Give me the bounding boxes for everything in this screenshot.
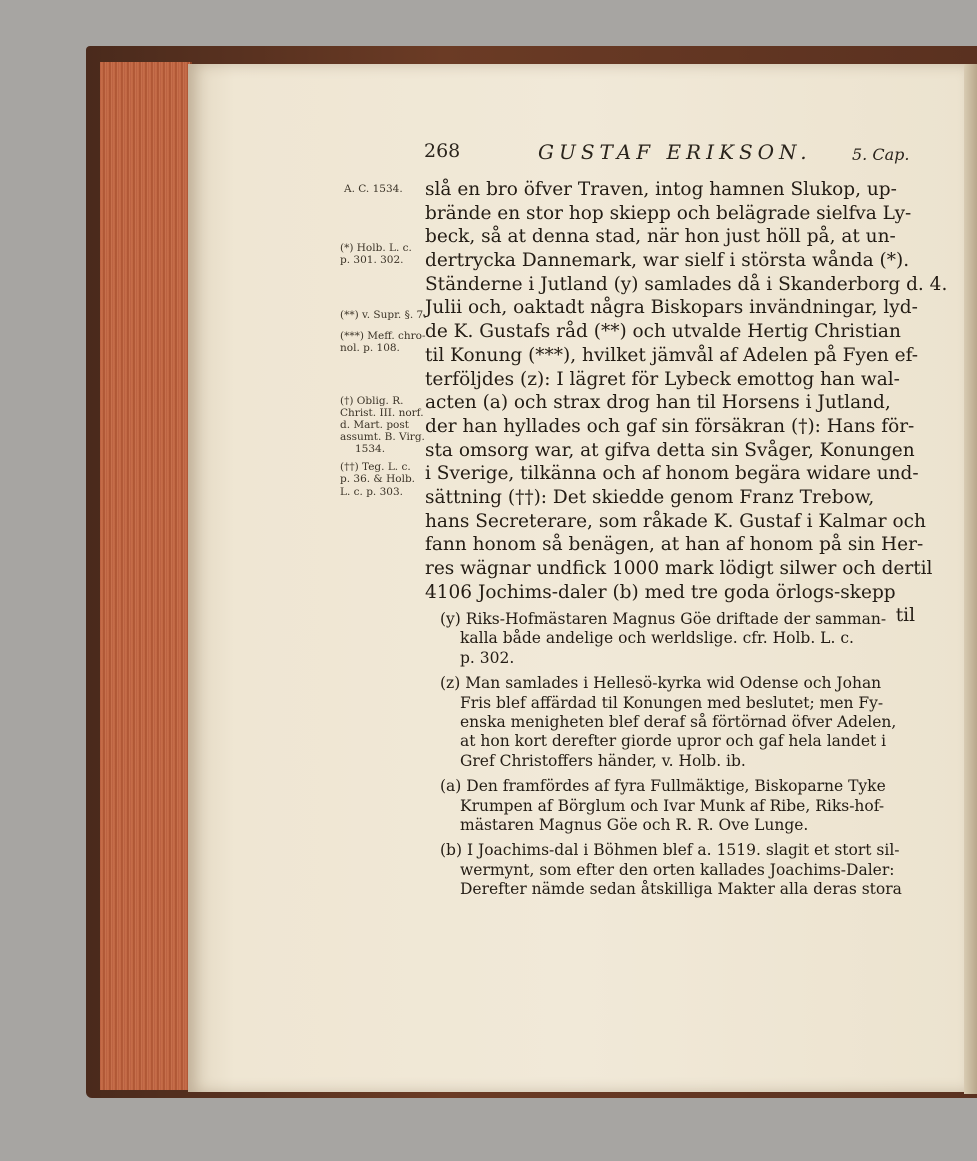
- text-line: Ständerne i Jutland (y) samlades då i Skanderborg d. 4.: [425, 273, 948, 295]
- margin-note: L. c. p. 303.: [340, 486, 403, 498]
- text-line: dertrycka Dannemark, war sielf i största wånda (*).: [425, 250, 910, 272]
- footnote-line: Krumpen af Börglum och Ivar Munk af Ribe, Riks-hof-: [460, 796, 885, 815]
- footnote-line: enska menigheten blef deraf så förtörnad öfver Adelen,: [460, 712, 897, 731]
- text-line: res wägnar undfick 1000 mark lödigt silwer och dertil: [425, 558, 933, 579]
- text-line: til Konung (***), hvilket jämvål af Adelen på Fyen ef-: [425, 344, 919, 366]
- footnote-line: (y) Riks-Hofmästaren Magnus Göe driftade der samman-: [440, 610, 887, 628]
- margin-note: (†) Oblig. R.: [340, 395, 404, 407]
- page-number: 268: [424, 140, 461, 162]
- text-line: terföljdes (z): I lägret för Lybeck emottog han wal-: [425, 368, 900, 390]
- margin-note: (*) Holb. L. c.: [340, 242, 412, 254]
- margin-note: (***) Meff. chro-: [340, 330, 426, 342]
- text-line: Julii och, oaktadt några Biskopars invändningar, lyd-: [425, 297, 918, 319]
- text-line: hans Secreterare, som råkade K. Gustaf i Kalmar och: [425, 510, 926, 532]
- margin-note: p. 301. 302.: [340, 254, 404, 266]
- page-edge-stack: [100, 62, 192, 1090]
- footnote-line: (a) Den framfördes af fyra Fullmäktige, Biskoparne Tyke: [440, 777, 886, 796]
- footnote-line: Fris blef affärdad til Konungen med beslutet; men Fy-: [460, 693, 884, 712]
- margin-note: 1534.: [355, 443, 386, 455]
- footnote-line: (b) I Joachims-dal i Böhmen blef a. 1519. slagit et stort sil-: [440, 841, 900, 860]
- text-line: 4106 Jochims-daler (b) med tre goda örlogs-skepp: [425, 581, 896, 603]
- text-line: fann honom så benägen, at han af honom på sin Her-: [425, 534, 924, 556]
- text-line: i Sverige, tilkänna och af honom begära widare und-: [425, 463, 919, 485]
- text-line: sta omsorg war, at gifva detta sin Svåger, Konungen: [425, 439, 915, 461]
- margin-note: (††) Teg. L. c.: [340, 461, 411, 473]
- margin-note: Christ. III. norf.: [340, 407, 424, 419]
- running-title: GUSTAF ERIKSON.: [538, 140, 812, 164]
- footnote-line: mästaren Magnus Göe och R. R. Ove Lunge.: [460, 815, 809, 834]
- page-right-edge: [964, 64, 977, 1094]
- footnote-line: at hon kort derefter giorde upror och gaf hela landet i: [460, 732, 887, 751]
- margin-note: (**) v. Supr. §. 7.: [340, 309, 427, 321]
- footnote-line: wermynt, som efter den orten kallades Joachims-Daler:: [460, 860, 895, 879]
- footnote-a: [440, 777, 915, 835]
- footnote-line: Derefter nämde sedan åtskilliga Makter alla deras stora: [460, 880, 902, 899]
- margin-note: p. 36. & Holb.: [340, 473, 416, 485]
- margin-note-year: A. C. 1534.: [344, 183, 403, 195]
- text-line: sättning (††): Det skiedde genom Franz Trebow,: [425, 486, 875, 508]
- margin-note: nol. p. 108.: [340, 342, 400, 354]
- text-line: de K. Gustafs råd (**) och utvalde Hertig Christian: [425, 321, 901, 343]
- footnote-line: Gref Christoffers händer, v. Holb. ib.: [460, 751, 746, 770]
- text-line: der han hyllades och gaf sin försäkran (†): Hans för-: [425, 415, 915, 437]
- chapter-label: 5. Cap.: [852, 145, 910, 164]
- catchword: til: [895, 605, 915, 627]
- main-text-block: [425, 178, 948, 628]
- footnotes: [440, 610, 915, 905]
- text-line: brände en stor hop skiepp och belägrade sielfva Ly-: [425, 202, 912, 224]
- footnote-line: (z) Man samlades i Hellesö-kyrka wid Odense och Johan: [440, 674, 882, 693]
- margin-note: d. Mart. post: [340, 419, 409, 431]
- margin-note: assumt. B. Virg.: [340, 431, 425, 443]
- footnote-y: [440, 610, 915, 668]
- text-line: acten (a) och strax drog han til Horsens i Jutland,: [425, 392, 891, 414]
- footnote-b: [440, 841, 915, 899]
- footnote-line: kalla både andelige och werldslige. cfr. Holb. L. c.: [460, 629, 854, 648]
- text-line: slå en bro öfver Traven, intog hamnen Slukop, up-: [425, 179, 897, 200]
- text-line: beck, så at denna stad, när hon just höll på, at un-: [425, 226, 896, 248]
- footnote-line: p. 302.: [460, 648, 515, 667]
- footnote-z: [440, 674, 915, 771]
